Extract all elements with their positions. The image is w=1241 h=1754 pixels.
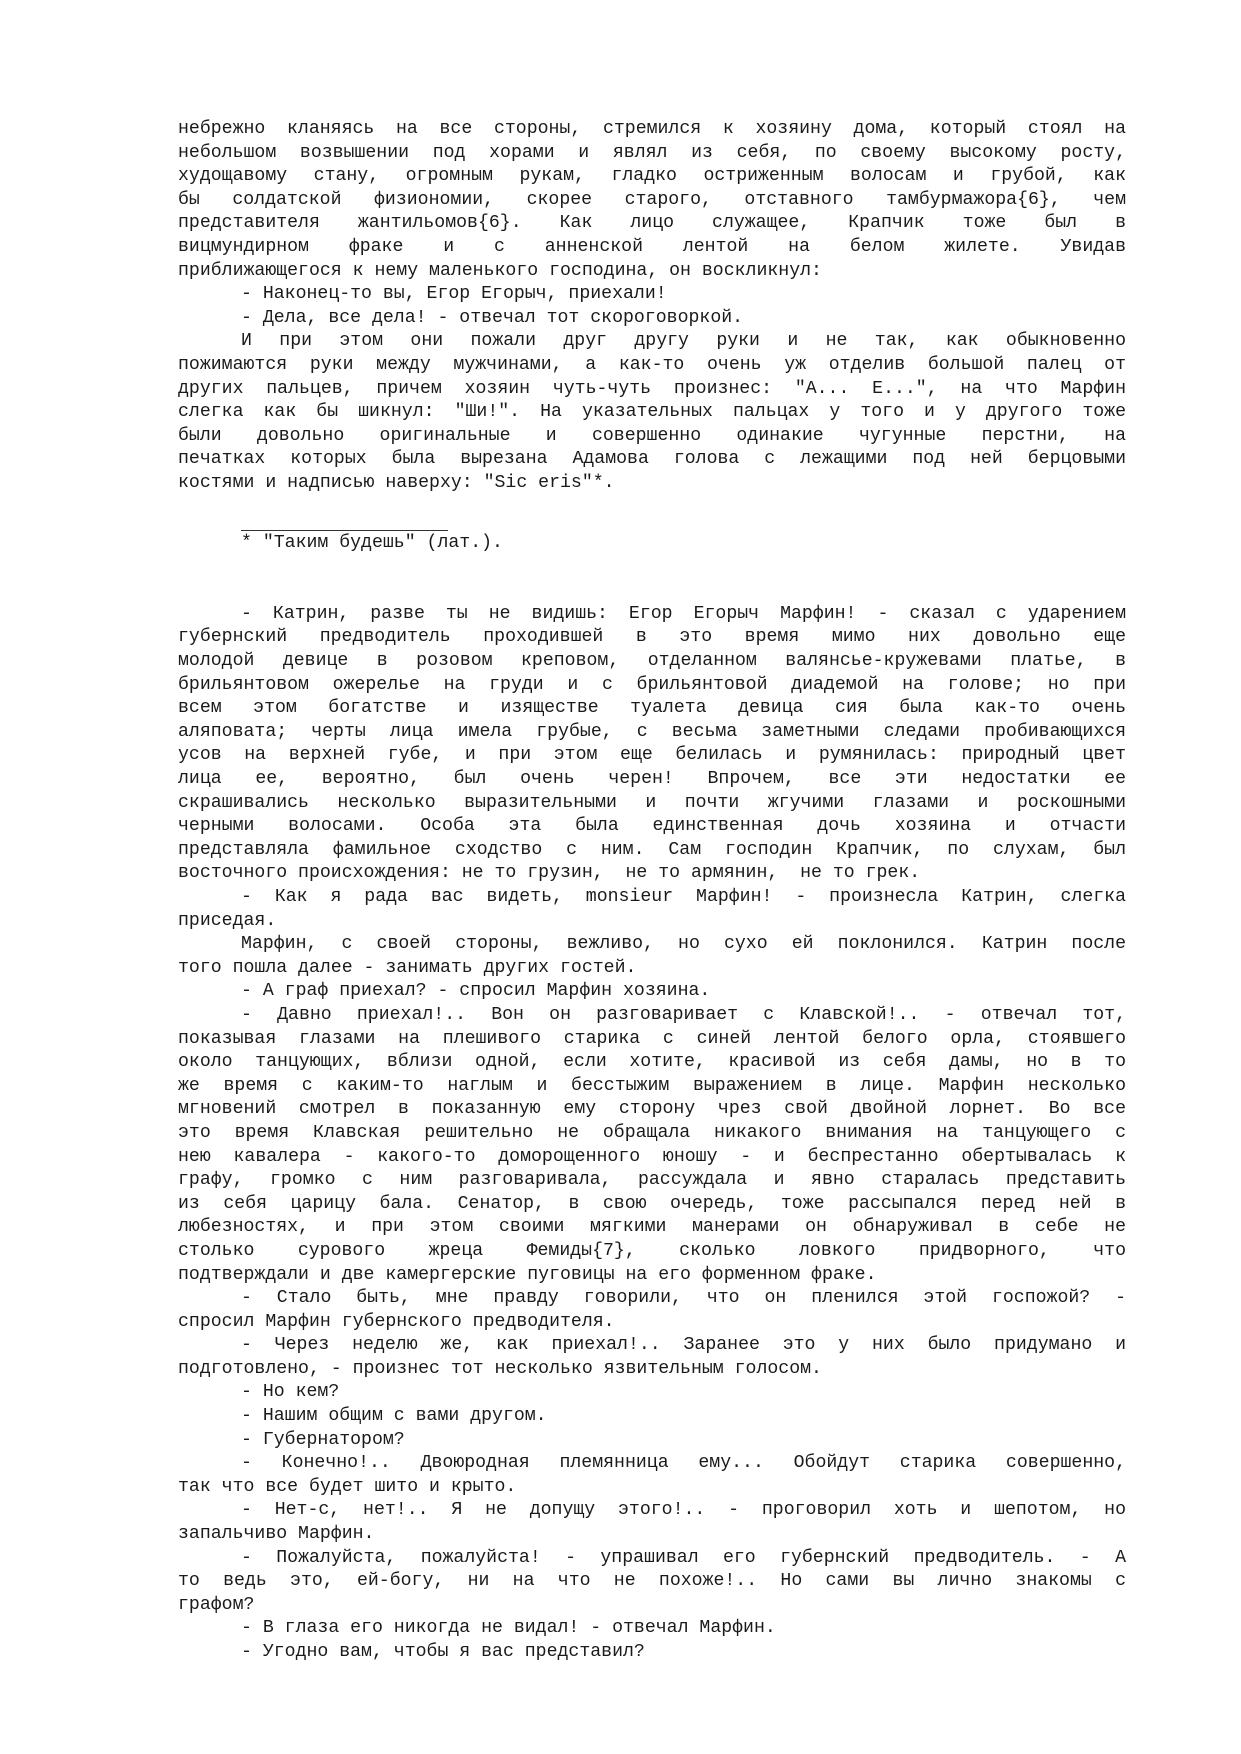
- text-line: так что все будет шито и крыто.: [178, 1476, 517, 1497]
- text-line: приближающегося к нему маленького господина, он воскликнул:: [178, 260, 822, 281]
- text-line: графом?: [178, 1594, 255, 1615]
- text-line: спросил Марфин губернского предводителя.: [178, 1311, 615, 1332]
- spacer: [178, 556, 1126, 580]
- text-line: лица ее, вероятно, был очень черен! Впрочем, все эти недостатки ее: [178, 769, 1126, 790]
- text-line: всем этом богатстве и изяществе туалета девица сия была как-то очень: [178, 698, 1126, 719]
- text-line: - Катрин, разве ты не видишь: Егор Егорыч Марфин! - сказал с ударением: [241, 603, 1126, 624]
- text-line: это время Клавская решительно не обращала никакого внимания на танцующего с: [178, 1122, 1126, 1143]
- footnote-rule: [241, 519, 448, 531]
- text-line: того пошла далее - занимать других гостей.: [178, 957, 637, 978]
- text-line: усов на верхней губе, и при этом еще белилась и румянилась: природный цвет: [178, 745, 1126, 766]
- text-line: печатках которых была вырезана Адамова голова с лежащими под ней берцовыми: [178, 449, 1126, 470]
- text-line: молодой девице в розовом креповом, отделанном валянсье-кружевами платье, в: [178, 651, 1126, 672]
- spacer: [178, 579, 1126, 603]
- text-line: - Наконец-то вы, Егор Егорыч, приехали!: [241, 284, 667, 305]
- text-line: Марфин, с своей стороны, вежливо, но сухо ей поклонился. Катрин после: [241, 934, 1126, 955]
- text-line: - Как я рада вас видеть, monsieur Марфин! - произнесла Катрин, слегка: [241, 887, 1126, 907]
- footnote-text: * "Таким будешь" (лат.).: [241, 533, 503, 554]
- text-line: брильянтовом ожерелье на груди и с брильянтовой диадемой на голове; но при: [178, 674, 1126, 695]
- text-block-bottom: [178, 603, 1126, 1665]
- text-line: - Нет-с, нет!.. Я не допущу этого!.. - проговорил хоть и шепотом, но: [241, 1500, 1126, 1521]
- text-line: - Но кем?: [241, 1382, 340, 1403]
- text-line: И при этом они пожали друг другу руки и не так, как обыкновенно: [241, 331, 1126, 352]
- document-body: [178, 118, 1126, 1665]
- text-line: - А граф приехал? - спросил Марфин хозяина.: [241, 981, 711, 1002]
- text-line: нею кавалера - какого-то доморощенного юношу - и беспрестанно обертывалась к: [178, 1146, 1126, 1167]
- text-line: губернский предводитель проходившей в это время мимо них довольно еще: [178, 627, 1126, 648]
- text-line: аляповата; черты лица имела грубые, с весьма заметными следами пробивающихся: [178, 721, 1126, 742]
- text-line: представляла фамильное сходство с ним. Сам господин Крапчик, по слухам, был: [178, 839, 1126, 860]
- text-line: - Через неделю же, как приехал!.. Заранее это у них было придумано и: [241, 1335, 1126, 1356]
- spacer: [178, 496, 1126, 520]
- text-line: - Губернатором?: [241, 1429, 405, 1450]
- text-line: вицмундирном фраке и с анненской лентой на белом жилете. Увидав: [178, 236, 1126, 257]
- text-line: подготовлено, - произнес тот несколько язвительным голосом.: [178, 1358, 822, 1379]
- text-line: других пальцев, причем хозяин чуть-чуть произнес: "А... Е...", на что Марфин: [178, 378, 1126, 399]
- text-block-top: [178, 118, 1126, 496]
- text-line: запальчиво Марфин.: [178, 1524, 375, 1545]
- text-line: - Дела, все дела! - отвечал тот скороговоркой.: [241, 307, 744, 328]
- text-line: - Конечно!.. Двоюродная племянница ему... Обойдут старика совершенно,: [241, 1453, 1126, 1474]
- text-line: то ведь это, ей-богу, ни на что не похоже!.. Но сами вы лично знакомы с: [178, 1571, 1126, 1592]
- text-line: приседая.: [178, 910, 277, 931]
- text-line: небрежно кланяясь на все стороны, стремился к хозяину дома, который стоял на: [178, 119, 1126, 139]
- text-line: худощавому стану, огромным рукам, гладко остриженным волосам и грубой, как: [178, 166, 1126, 187]
- text-line: - Давно приехал!.. Вон он разговаривает с Клавской!.. - отвечал тот,: [241, 1004, 1126, 1025]
- text-line: графу, громко с ним разговаривала, рассуждала и явно старалась представить: [178, 1170, 1126, 1191]
- text-line: бы солдатской физиономии, скорее старого, отставного тамбурмажора{6}, чем: [178, 189, 1126, 210]
- text-line: столько сурового жреца Фемиды{7}, сколько ловкого придворного, что: [178, 1240, 1126, 1261]
- text-line: небольшом возвышении под хорами и являл из себя, по своему высокому росту,: [178, 142, 1126, 163]
- text-line: из себя царицу бала. Сенатор, в свою очередь, тоже рассыпался перед ней в: [178, 1193, 1126, 1214]
- text-line: любезностях, и при этом своими мягкими манерами он обнаруживал в себе не: [178, 1217, 1126, 1238]
- text-line: представителя жантильомов{6}. Как лицо служащее, Крапчик тоже был в: [178, 213, 1126, 234]
- text-line: костями и надписью наверху: "Sic eris"*.: [178, 472, 615, 493]
- text-line: подтверждали и две камергерские пуговицы на его форменном фраке.: [178, 1264, 877, 1285]
- text-line: пожимаются руки между мужчинами, а как-то очень уж отделив большой палец от: [178, 354, 1126, 375]
- text-line: мгновений смотрел в показанную ему сторону чрез свой двойной лорнет. Во все: [178, 1099, 1126, 1120]
- text-line: - В глаза его никогда не видал! - отвечал Марфин.: [241, 1618, 776, 1639]
- text-line: - Стало быть, мне правду говорили, что он пленился этой госпожой? -: [241, 1288, 1126, 1309]
- text-line: около танцующих, вблизи одной, если хотите, красивой из себя дамы, но в то: [178, 1052, 1126, 1073]
- text-line: черными волосами. Особа эта была единственная дочь хозяина и отчасти: [178, 816, 1126, 837]
- text-line: восточного происхождения: не то грузин, не то армянин, не то грек.: [178, 863, 921, 884]
- text-line: же время с каким-то наглым и бесстыжим выражением в лице. Марфин несколько: [178, 1075, 1126, 1096]
- text-line: скрашивались несколько выразительными и почти жгучими глазами и роскошными: [178, 792, 1126, 813]
- text-line: - Пожалуйста, пожалуйста! - упрашивал его губернский предводитель. - А: [241, 1547, 1126, 1568]
- text-line: показывая глазами на плешивого старика с синей лентой белого орла, стоявшего: [178, 1028, 1126, 1049]
- text-line: - Нашим общим с вами другом.: [241, 1406, 547, 1427]
- text-line: - Угодно вам, чтобы я вас представил?: [241, 1642, 645, 1662]
- text-line: были довольно оригинальные и совершенно одинакие чугунные перстни, на: [178, 425, 1126, 446]
- text-line: слегка как бы шикнул: "Ши!". На указательных пальцах у того и у другого тоже: [178, 402, 1126, 423]
